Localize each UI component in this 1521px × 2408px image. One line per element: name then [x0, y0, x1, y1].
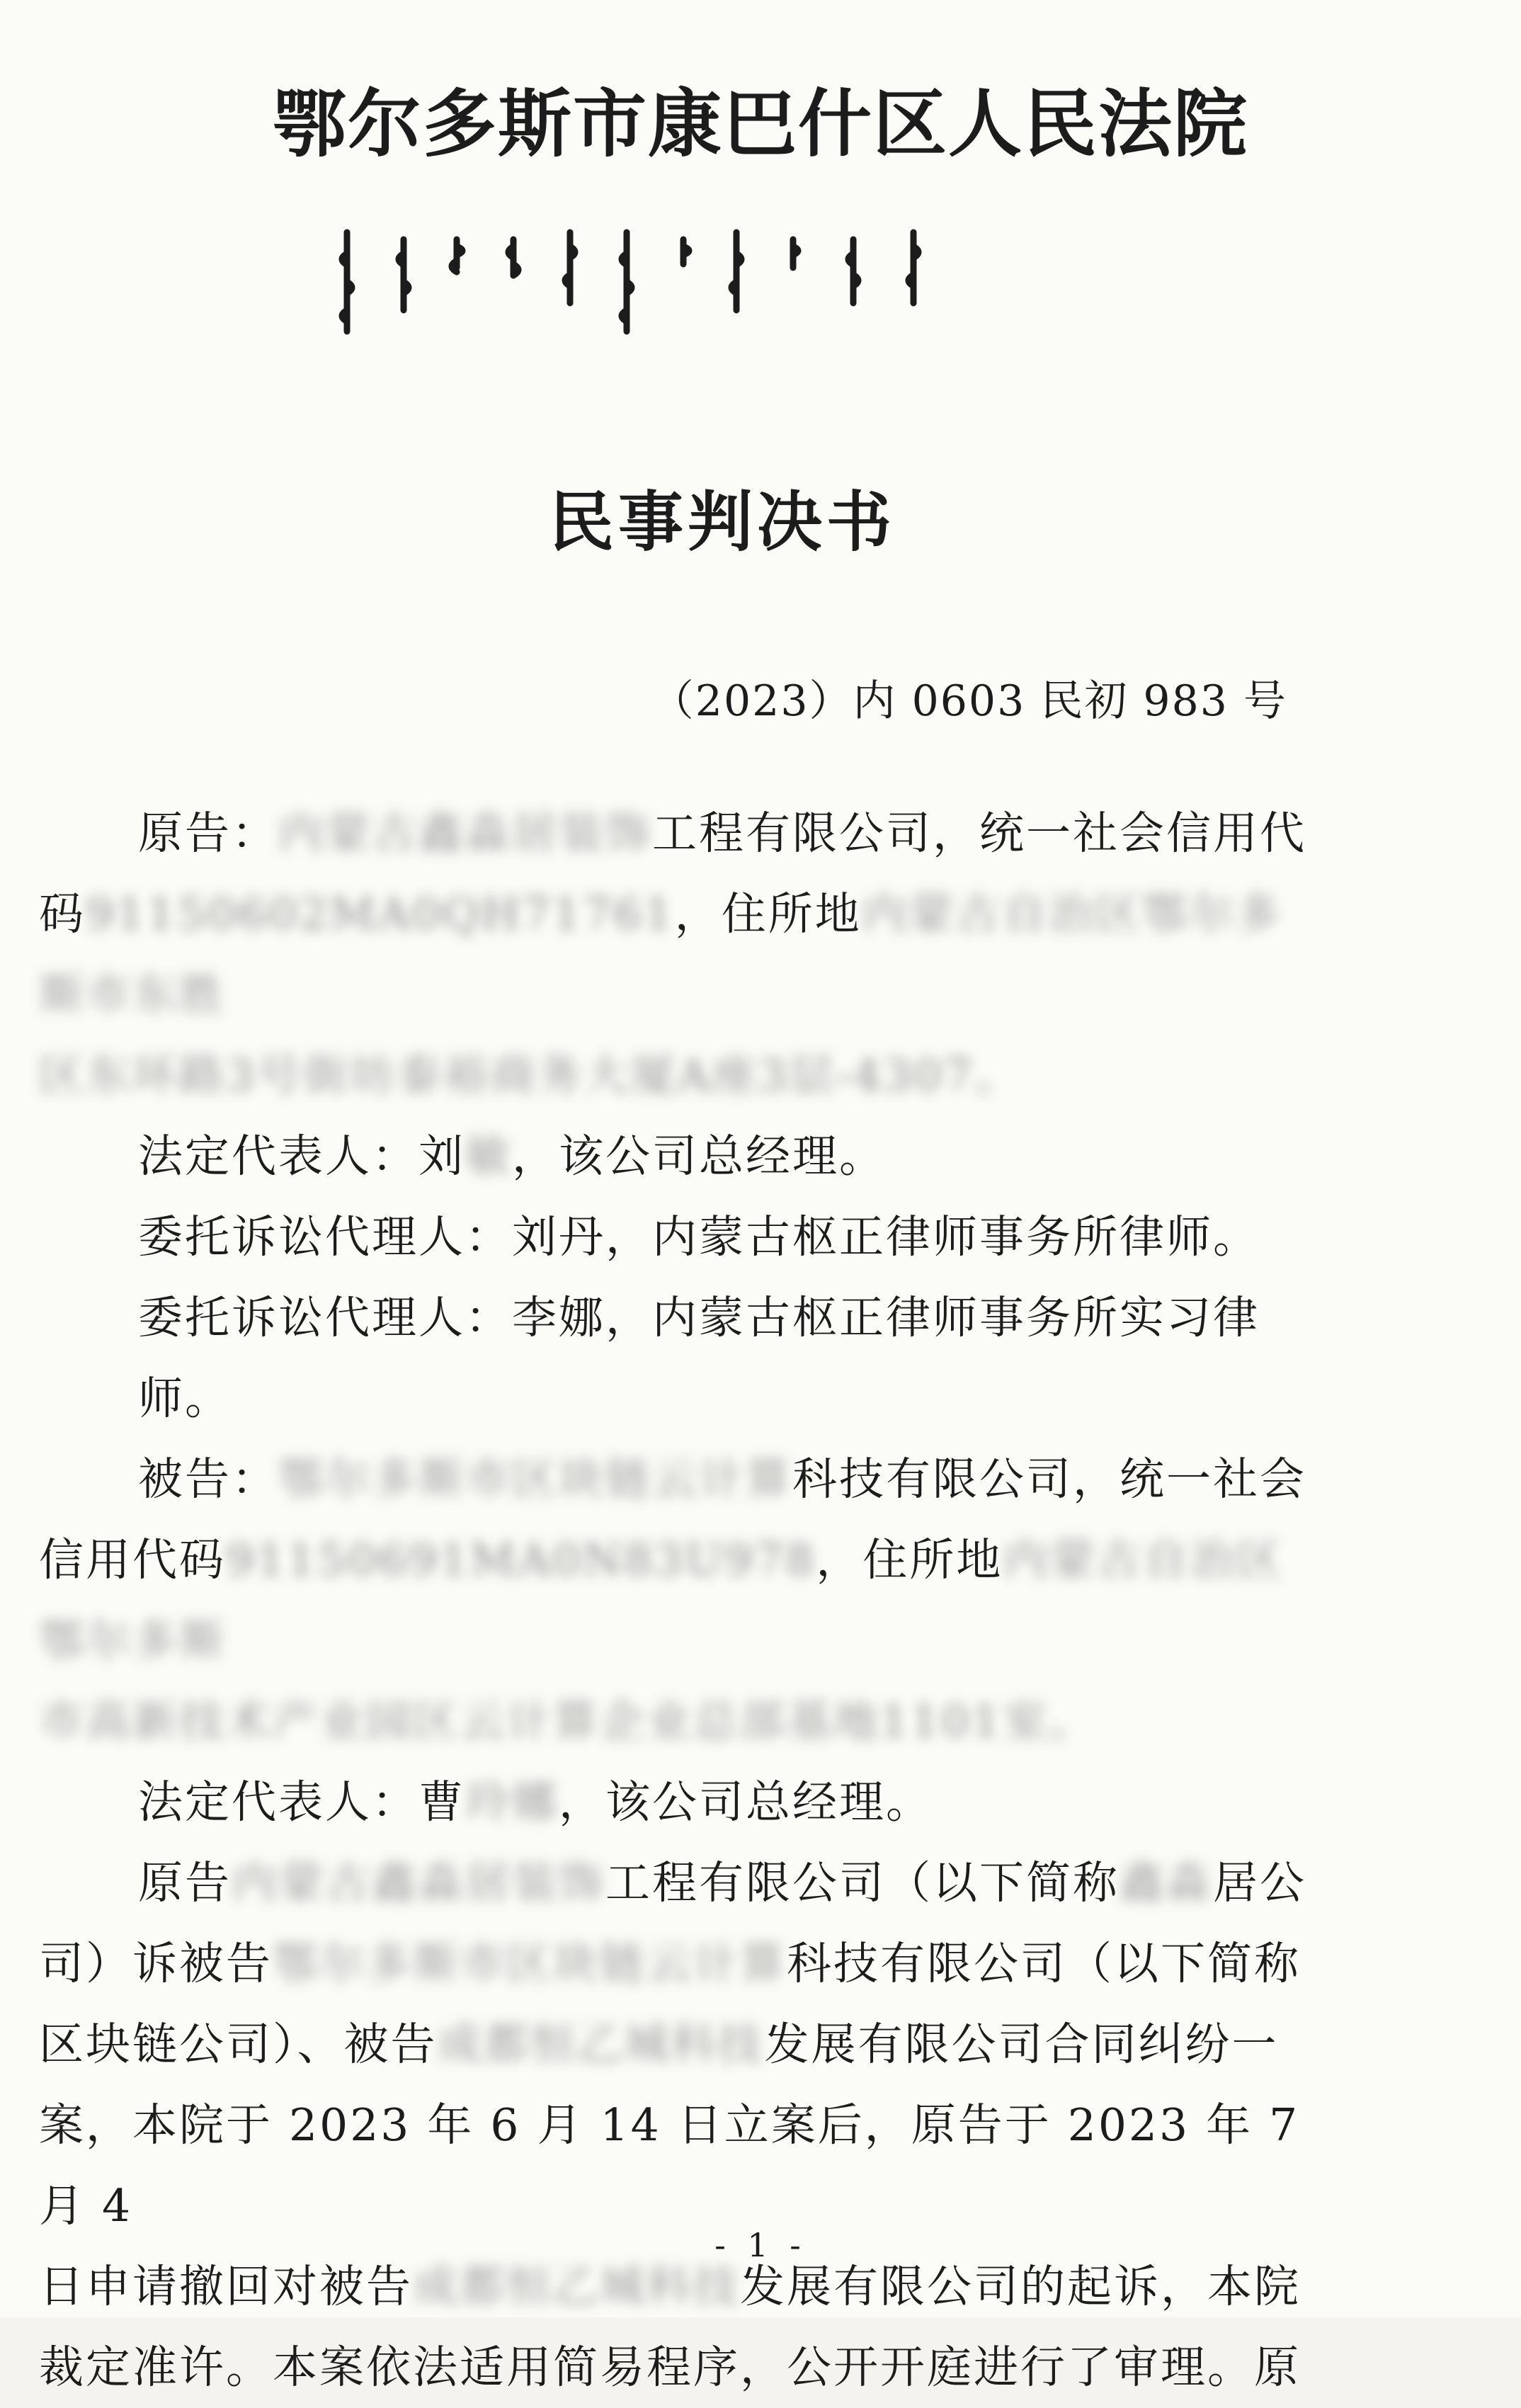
plaintiff-line-1 — [39, 793, 1314, 874]
redacted-text: 成都恒乙城科技 — [437, 2018, 765, 2070]
narrative-text: 发展有限公司合同纠纷一 — [764, 2018, 1279, 2070]
defendant-representative — [39, 1762, 1314, 1843]
redacted-text: 鄂尔多斯市区块链云计算 — [278, 1453, 792, 1505]
redacted-text: 市高新技术产业园区云计算企业总部基地1101室。 — [39, 1696, 1096, 1747]
defendant-line-2 — [39, 1520, 1314, 1681]
rep-label: 法定代表人：曹 — [138, 1776, 465, 1828]
plaintiff-name-suffix: 工程有限公司，统一社会信用代 — [652, 807, 1306, 859]
rep-label: 法定代表人：刘 — [138, 1130, 465, 1182]
defendant-line-3 — [39, 1681, 1314, 1762]
redacted-text: 区东环路3号街坊泰裕商务大厦A座3层-4307。 — [39, 1050, 1022, 1101]
redacted-text: 91150691MA0N83U978 — [226, 1534, 816, 1586]
narrative-line-6: 裁定准许。本案依法适用简易程序，公开开庭进行了审理。原 — [39, 2341, 1301, 2393]
document-title: 民事判决书 — [548, 484, 896, 560]
narrative-text: 居公 — [1213, 1857, 1306, 1909]
redacted-text: 内蒙古自治区鄂尔多斯 — [39, 1534, 1284, 1666]
redacted-text: 玲娜 — [465, 1776, 559, 1828]
narrative-text: 司）诉被告 — [39, 1938, 273, 1989]
defendant-label: 被告： — [138, 1453, 278, 1505]
narrative-text: 工程有限公司（以下简称 — [605, 1857, 1120, 1909]
redacted-text: 成都恒乙城科技 — [413, 2261, 740, 2312]
redacted-text: 敏 — [465, 1130, 512, 1182]
redacted-text: 鑫淼 — [1120, 1857, 1213, 1909]
narrative-line-4: 案，本院于 2023 年 6 月 14 日立案后，原告于 2023 年 7 月 4 — [39, 2099, 1300, 2232]
plaintiff-line-3 — [39, 1035, 1314, 1116]
defendant-line-1 — [39, 1439, 1314, 1520]
page-number: - 1 - — [714, 2226, 807, 2264]
court-name-heading: 鄂尔多斯市康巴什区人民法院 — [272, 80, 1248, 167]
narrative-text: 科技有限公司（以下简称 — [787, 1938, 1301, 1989]
plaintiff-code-prefix: 码 — [39, 888, 86, 940]
defendant-address-label: ，住所地 — [816, 1534, 1003, 1586]
narrative-line-1 — [39, 1843, 1314, 1924]
narrative-text: 日申请撤回对被告 — [39, 2261, 413, 2312]
defendant-code-prefix: 信用代码 — [39, 1534, 226, 1586]
plaintiff-label: 原告： — [138, 807, 278, 859]
case-number: （2023）内 0603 民初 983 号 — [651, 676, 1287, 726]
redacted-text: 内蒙古鑫淼居装饰 — [232, 1857, 605, 1909]
narrative-text: 发展有限公司的起诉，本院 — [740, 2261, 1301, 2312]
document-body — [39, 793, 1314, 2408]
redacted-text: 内蒙古自治区鄂尔多斯市东胜 — [39, 888, 1282, 1021]
redacted-text: 鄂尔多斯市区块链云计算 — [273, 1938, 787, 1989]
rep-suffix: ，该公司总经理。 — [559, 1776, 933, 1828]
narrative-line-3 — [39, 2004, 1314, 2085]
narrative-line-2 — [39, 1924, 1314, 2004]
defendant-name-suffix: 科技有限公司，统一社会 — [792, 1453, 1306, 1505]
agent-1: 委托诉讼代理人：刘丹，内蒙古枢正律师事务所律师。 — [138, 1211, 1260, 1263]
mongolian-court-name — [326, 225, 1034, 339]
plaintiff-address-label: ，住所地 — [674, 888, 862, 940]
narrative-text: 原告 — [138, 1857, 232, 1909]
plaintiff-representative — [39, 1116, 1314, 1197]
rep-suffix: ，该公司总经理。 — [512, 1130, 886, 1182]
narrative-text: 区块链公司）、被告 — [39, 2018, 438, 2070]
plaintiff-line-2 — [39, 874, 1314, 1035]
redacted-text: 91150602MA0QH71761 — [86, 888, 675, 940]
agent-2: 委托诉讼代理人：李娜，内蒙古枢正律师事务所实习律师。 — [138, 1292, 1260, 1424]
redacted-text: 内蒙古鑫淼居装饰 — [278, 807, 652, 859]
